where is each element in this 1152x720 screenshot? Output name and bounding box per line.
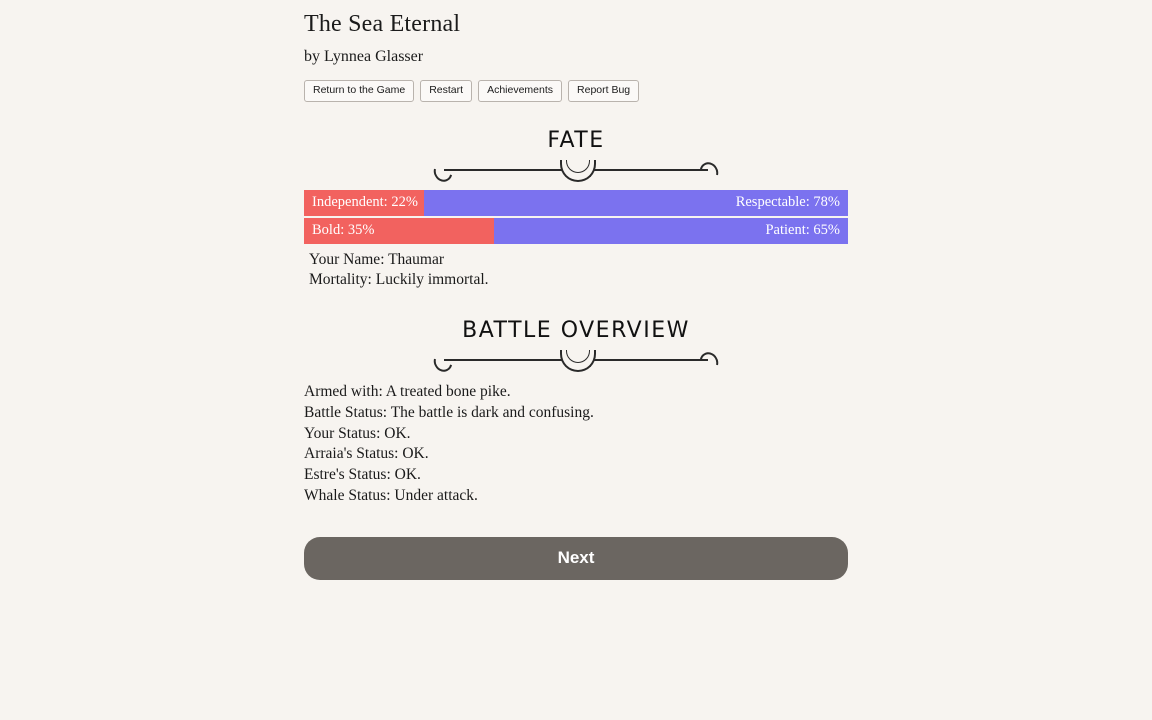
stat-bars (304, 190, 848, 244)
battle-overview-lines (304, 382, 848, 505)
stat-bar-right-label: Patient: 65% (494, 218, 848, 244)
stat-bar-left-label: Independent: 22% (304, 190, 424, 216)
stat-line: Mortality: Luckily immortal. (309, 270, 489, 288)
return-to-game-button[interactable]: Return to the Game (304, 80, 414, 102)
battle-line: Armed with: A treated bone pike. (304, 383, 511, 401)
battle-line: Estre's Status: OK. (304, 466, 421, 484)
battle-overview-heading: BATTLE OVERVIEW (462, 318, 690, 344)
fate-section-header (304, 127, 848, 174)
author-byline: by Lynnea Glasser (304, 48, 424, 65)
stat-line: Your Name: Thaumar (309, 250, 445, 268)
shell-divider-icon (434, 158, 718, 180)
restart-button[interactable]: Restart (420, 80, 472, 102)
next-button[interactable]: Next (304, 537, 848, 580)
report-bug-button[interactable]: Report Bug (568, 80, 639, 102)
battle-line: Whale Status: Under attack. (304, 486, 478, 504)
stat-bar-left-label: Bold: 35% (304, 218, 494, 244)
stat-bar-right-label: Respectable: 78% (424, 190, 848, 216)
achievements-button[interactable]: Achievements (478, 80, 562, 102)
stat-bar-row (304, 190, 848, 216)
battle-line: Battle Status: The battle is dark and confusing. (304, 404, 594, 422)
fate-heading: FATE (547, 127, 605, 153)
stat-bar-row (304, 218, 848, 244)
content-column (304, 0, 848, 580)
battle-line: Arraia's Status: OK. (304, 445, 429, 463)
battle-overview-section-header (304, 320, 848, 364)
fate-text-stats (304, 250, 848, 291)
shell-divider-icon (434, 348, 718, 370)
battle-line: Your Status: OK. (304, 424, 411, 442)
menu-button-row (304, 80, 848, 102)
page-title: The Sea Eternal (304, 11, 461, 37)
